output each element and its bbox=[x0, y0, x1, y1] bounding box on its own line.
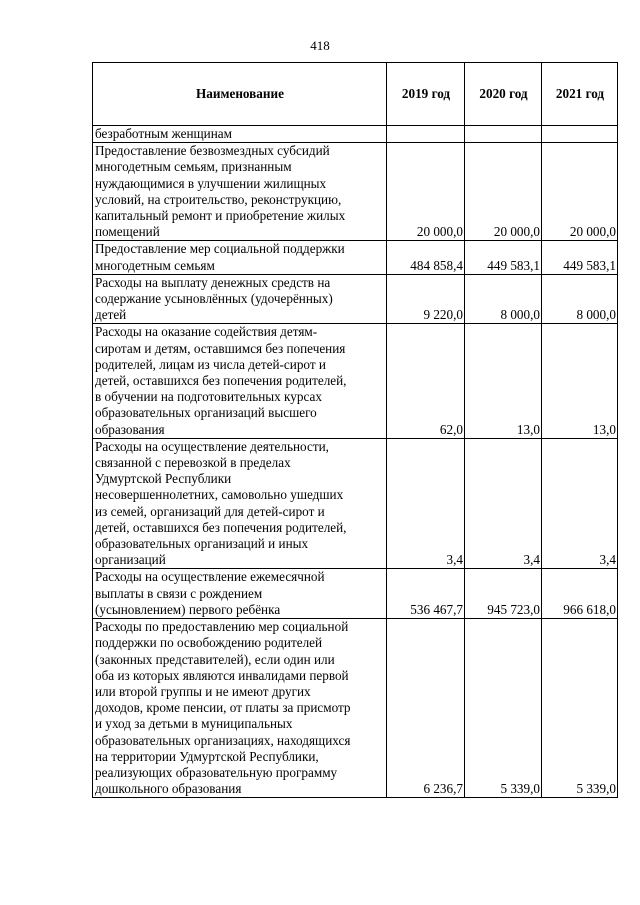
row-name-line: поддержки по освобождению родителей bbox=[95, 635, 323, 651]
row-name-line: содержание усыновлённых (удочерённых) bbox=[95, 291, 333, 307]
row-name-line: условий, на строительство, реконструкцию, bbox=[95, 191, 342, 207]
budget-table bbox=[92, 62, 618, 798]
value-2021: 5 339,0 bbox=[542, 619, 618, 798]
value-2019: 20 000,0 bbox=[387, 143, 465, 241]
row-name-line: Расходы на выплату денежных средств на bbox=[95, 274, 331, 290]
table-header-row bbox=[93, 63, 618, 126]
row-name-line: из семей, организаций для детей-сирот и bbox=[95, 503, 325, 519]
value-2021: 3,4 bbox=[542, 438, 618, 569]
row-name-line: родителей, лицам из числа детей-сирот и bbox=[95, 356, 326, 372]
row-name-line: на территории Удмуртской Республики, bbox=[95, 748, 319, 764]
value-2019: 3,4 bbox=[387, 438, 465, 569]
value-2020: 20 000,0 bbox=[465, 143, 542, 241]
row-name-line: в обучении на подготовительных курсах bbox=[95, 389, 322, 405]
table-row bbox=[93, 569, 618, 619]
header-name: Наименование bbox=[93, 63, 387, 126]
value-2020: 945 723,0 bbox=[465, 569, 542, 619]
header-2020: 2020 год bbox=[465, 63, 542, 126]
row-name-line: Удмуртской Республики bbox=[95, 471, 232, 487]
row-name-line: Предоставление безвозмездных субсидий bbox=[95, 143, 330, 159]
value-2021: 13,0 bbox=[542, 324, 618, 438]
table-row bbox=[93, 324, 618, 438]
row-name-cell bbox=[93, 126, 387, 143]
value-2020 bbox=[465, 126, 542, 143]
value-2019: 62,0 bbox=[387, 324, 465, 438]
row-name-line: образовательных организаций и иных bbox=[95, 536, 309, 552]
row-name-cell bbox=[93, 143, 387, 241]
row-name-line: помещений bbox=[95, 224, 160, 240]
row-name-line: организаций bbox=[95, 552, 166, 568]
row-name-line: детей, оставшихся без попечения родителей, bbox=[95, 519, 347, 535]
row-name-line: многодетным семьям bbox=[95, 257, 215, 273]
row-name-line: многодетным семьям, признанным bbox=[95, 159, 292, 175]
value-2019: 484 858,4 bbox=[387, 241, 465, 274]
value-2019: 9 220,0 bbox=[387, 274, 465, 324]
row-name-line: Предоставление мер социальной поддержки bbox=[95, 241, 345, 257]
row-name-line: Расходы на осуществление деятельности, bbox=[95, 438, 329, 454]
row-name-line: несовершеннолетних, самовольно ушедших bbox=[95, 487, 344, 503]
value-2021: 966 618,0 bbox=[542, 569, 618, 619]
value-2019: 6 236,7 bbox=[387, 619, 465, 798]
value-2021: 20 000,0 bbox=[542, 143, 618, 241]
row-name-cell bbox=[93, 274, 387, 324]
row-name-line: реализующих образовательную программу bbox=[95, 764, 338, 780]
row-name-line: Расходы по предоставлению мер социальной bbox=[95, 619, 349, 635]
value-2020: 5 339,0 bbox=[465, 619, 542, 798]
table-row bbox=[93, 143, 618, 241]
value-2020: 8 000,0 bbox=[465, 274, 542, 324]
value-2021 bbox=[542, 126, 618, 143]
value-2019: 536 467,7 bbox=[387, 569, 465, 619]
row-name-cell bbox=[93, 324, 387, 438]
value-2020: 3,4 bbox=[465, 438, 542, 569]
table-row bbox=[93, 438, 618, 569]
row-name-cell bbox=[93, 569, 387, 619]
page-number: 418 bbox=[310, 38, 330, 53]
row-name-line: доходов, кроме пенсии, от платы за присмотр bbox=[95, 700, 351, 716]
row-name-line: (усыновлением) первого ребёнка bbox=[95, 601, 281, 617]
value-2020: 449 583,1 bbox=[465, 241, 542, 274]
row-name-line: и уход за детьми в муниципальных bbox=[95, 716, 293, 732]
value-2019 bbox=[387, 126, 465, 143]
row-name-line: сиротам и детям, оставшимся без попечения bbox=[95, 340, 346, 356]
row-name-line: безработным женщинам bbox=[95, 126, 232, 141]
header-2021: 2021 год bbox=[542, 63, 618, 126]
row-name-line: или второй группы и не имеют других bbox=[95, 683, 311, 699]
row-name-line: капитальный ремонт и приобретение жилых bbox=[95, 208, 346, 224]
row-name-line: образовательных организациях, находящихся bbox=[95, 732, 351, 748]
row-name-line: дошкольного образования bbox=[95, 781, 242, 797]
table-row bbox=[93, 274, 618, 324]
row-name-line: Расходы на осуществление ежемесячной bbox=[95, 569, 325, 585]
row-name-line: образовательных организаций высшего bbox=[95, 405, 317, 421]
value-2021: 449 583,1 bbox=[542, 241, 618, 274]
row-name-cell bbox=[93, 438, 387, 569]
row-name-line: Расходы на оказание содействия детям- bbox=[95, 324, 318, 340]
row-name-cell bbox=[93, 241, 387, 274]
row-name-line: оба из которых являются инвалидами первой bbox=[95, 667, 349, 683]
row-name-line: детей, оставшихся без попечения родителей, bbox=[95, 373, 347, 389]
row-name-line: нуждающимися в улучшении жилищных bbox=[95, 175, 327, 191]
header-2019: 2019 год bbox=[387, 63, 465, 126]
row-name-line: выплаты в связи с рождением bbox=[95, 585, 263, 601]
row-name-line: образования bbox=[95, 421, 165, 437]
value-2020: 13,0 bbox=[465, 324, 542, 438]
table-row bbox=[93, 619, 618, 798]
table-row bbox=[93, 126, 618, 143]
table-body bbox=[93, 126, 618, 798]
row-name-line: связанной с перевозкой в пределах bbox=[95, 455, 291, 471]
table-row bbox=[93, 241, 618, 274]
row-name-line: детей bbox=[95, 307, 127, 323]
row-name-cell bbox=[93, 619, 387, 798]
value-2021: 8 000,0 bbox=[542, 274, 618, 324]
row-name-line: (законных представителей), если один или bbox=[95, 651, 335, 667]
